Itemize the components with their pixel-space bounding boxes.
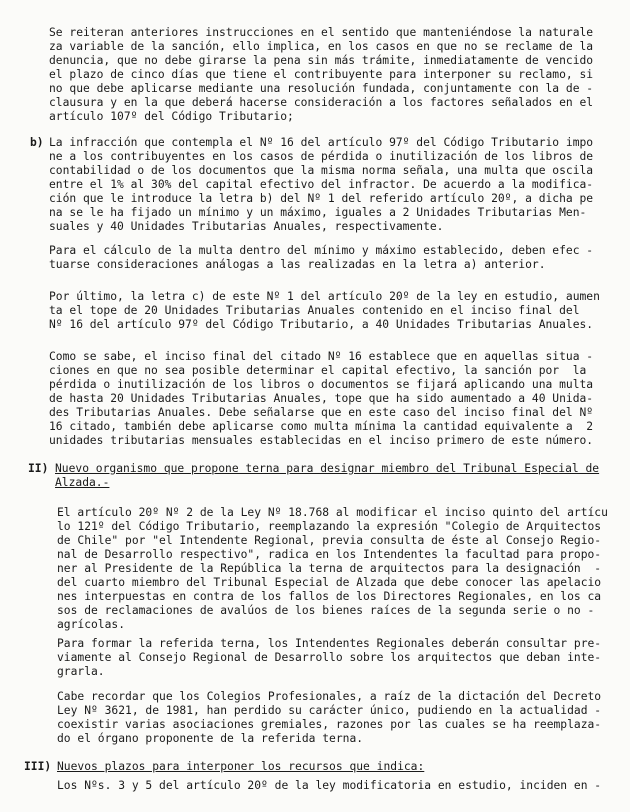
text-line: no que debe aplicarse mediante una resolución fundada, conjuntamente con la de -	[49, 82, 594, 95]
text-line: Nuevo organismo que propone terna para designar miembro del Tribunal Especial de	[55, 462, 600, 475]
text-line: Para formar la referida terna, los Intendentes Regionales deberán consultar pre-	[57, 637, 602, 650]
text-line: za variable de la sanción, ello implica, en los casos en que no se reclame de la	[49, 40, 594, 53]
text-line: Nº 16 del artículo 97º del Código Tributario, a 40 Unidades Tributarias Anuales.	[49, 318, 594, 331]
paragraph-c	[49, 290, 600, 332]
paragraph-section-ii-2	[57, 637, 601, 679]
text-line: unidades tributarias mensuales establecidas en el inciso primero de este número.	[49, 434, 594, 447]
text-line: Cabe recordar que los Colegios Profesionales, a raíz de la dictación del Decreto	[57, 690, 602, 703]
text-line: grarla.	[57, 665, 105, 678]
text-line: 16 citado, también debe aplicarse como multa mínima la cantidad equivalente a 2	[49, 420, 594, 433]
text-line: viamente al Consejo Regional de Desarrollo sobre los arquitectos que deban inte-	[57, 651, 602, 664]
text-line: pérdida o inutilización de los libros o documentos se fijará aplicando una multa	[49, 378, 594, 391]
text-line: lo 121º del Código Tributario, reemplazando la expresión "Colegio de Arquitectos	[57, 520, 602, 533]
text-line: el plazo de cinco días que tiene el contribuyente para interponer su reclamo, si	[49, 68, 594, 81]
paragraph-section-ii-1	[57, 506, 608, 632]
paragraph-c-explanation	[49, 350, 593, 448]
text-line: de Chile" por "el Intendente Regional, previa consulta de éste al Consejo Regio-	[57, 534, 602, 547]
text-line: denuncia, que no debe girarse la pena sin más trámite, inmediatamente de vencido	[49, 54, 594, 67]
text-line: contabilidad o de los documentos que la misma norma señala, una multa que oscila	[49, 164, 594, 177]
item-marker-b: b)	[30, 136, 44, 149]
text-line: El artículo 20º Nº 2 de la Ley Nº 18.768 al modificar el inciso quinto del artícu	[57, 506, 608, 519]
text-line: Los Nºs. 3 y 5 del artículo 20º de la ley modificatoria en estudio, inciden en -	[57, 779, 602, 792]
text-line: Para el cálculo de la multa dentro del mínimo y máximo establecido, deben efec -	[49, 244, 594, 257]
text-line: entre el 1% al 30% del capital efectivo del infractor. De acuerdo a la modifica-	[49, 178, 594, 191]
text-line: Ley Nº 3621, de 1981, han perdido su carácter único, pudiendo en la actualidad -	[57, 704, 602, 717]
text-line: artículo 107º del Código Tributario;	[49, 110, 294, 123]
text-line: ta el tope de 20 Unidades Tributarias Anuales contenido en el inciso final del	[49, 304, 580, 317]
text-line: ciones en que no sea posible determinar el capital efectivo, la sanción por la	[49, 364, 587, 377]
text-line: na se le ha fijado un mínimo y un máximo, iguales a 2 Unidades Tributarias Men-	[49, 206, 587, 219]
section-heading-ii	[55, 462, 599, 490]
text-line: Por último, la letra c) de este Nº 1 del artículo 20º de la ley en estudio, aumen	[49, 290, 600, 303]
text-line: agrícolas.	[57, 618, 126, 631]
text-line: sos de reclamaciones de avalúos de los bienes raíces de la segunda serie o no -	[57, 604, 595, 617]
paragraph-section-iii-1	[57, 779, 601, 793]
text-line: tuarse consideraciones análogas a las realizadas en la letra a) anterior.	[49, 258, 546, 271]
text-line: del cuarto miembro del Tribunal Especial de Alzada que debe conocer las apelacio	[57, 576, 602, 589]
section-marker-iii: III)	[24, 760, 52, 773]
text-line: ne a los contribuyentes en los casos de pérdida o inutilización de los libros de	[49, 150, 594, 163]
text-line: Nuevos plazos para interponer los recursos que indica:	[57, 760, 425, 773]
paragraph-b-calculation	[49, 244, 593, 272]
section-marker-ii: II)	[28, 462, 49, 475]
text-line: Alzada.-	[55, 476, 110, 489]
text-line: ción que le introduce la letra b) del Nº 1 del referido artículo 20º, a dicha pe	[49, 192, 594, 205]
text-line: de hasta 20 Unidades Tributarias Anuales, tope que ha sido aumentado a 40 Unida-	[49, 392, 594, 405]
text-line: suales y 40 Unidades Tributarias Anuales, respectivamente.	[49, 220, 444, 233]
text-line: coexistir varias asociaciones gremiales, razones por las cuales se ha reemplaza-	[57, 718, 602, 731]
text-line: ner al Presidente de la República la terna de arquitectos para la designación -	[57, 562, 602, 575]
text-line: nal de Desarrollo respectivo", radica en los Intendentes la facultad para propo-	[57, 548, 602, 561]
paragraph-section-ii-3	[57, 690, 601, 746]
paragraph-intro	[49, 26, 593, 124]
text-line: des Tributarias Anuales. Debe señalarse que en este caso del inciso final del Nº	[49, 406, 594, 419]
text-line: nes interpuestas en contra de los fallos de los Directores Regionales, en los ca	[57, 590, 602, 603]
text-line: Como se sabe, el inciso final del citado Nº 16 establece que en aquellas situa -	[49, 350, 594, 363]
paragraph-b	[49, 136, 593, 234]
section-heading-iii	[57, 760, 424, 774]
text-line: do el órgano proponente de la referida terna.	[57, 732, 364, 745]
text-line: Se reiteran anteriores instrucciones en el sentido que manteniéndose la naturale	[49, 26, 594, 39]
text-line: La infracción que contempla el Nº 16 del artículo 97º del Código Tributario impo	[49, 136, 594, 149]
text-line: clausura y en la que deberá hacerse consideración a los factores señalados en el	[49, 96, 594, 109]
